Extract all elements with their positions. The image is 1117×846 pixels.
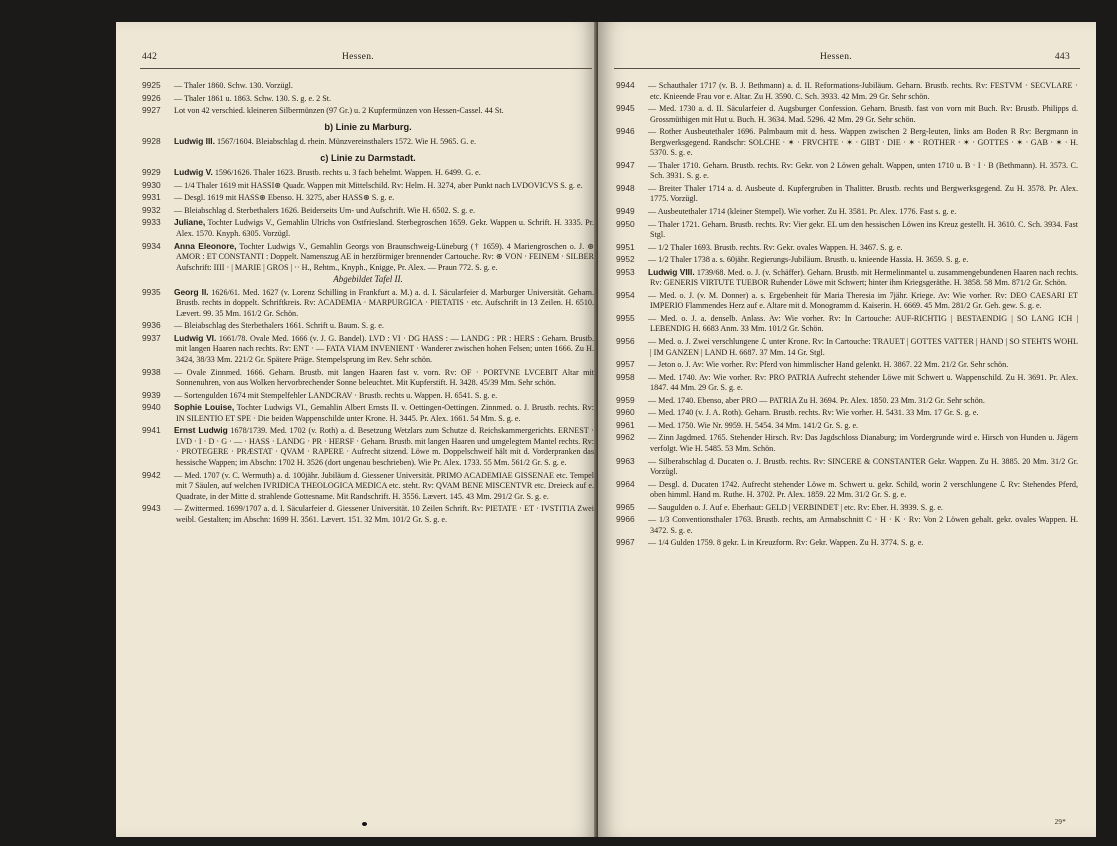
- lot-number: 9937: [142, 332, 161, 343]
- entry-description: — Breiter Thaler 1714 a. d. Ausbeute d. Kupfergruben in Thalitter. Brustb. rechts und Bergwerksgegend. Zu H. 3578. Pr. Alex. 1775. Vorzügl.: [648, 183, 1078, 204]
- catalogue-entry: [142, 167, 594, 179]
- ruler-name: Juliane,: [174, 217, 206, 228]
- ruler-name: Ludwig VI.: [174, 332, 217, 343]
- catalogue-entry: [616, 126, 1078, 159]
- catalogue-entry: [142, 320, 594, 332]
- entry-description: 1678/1739. Med. 1702 (v. Roth) a. d. Besetzung Wetzlars zum Schutze d. Reichskammergerichts. ERNEST · LVD · I · D · G · — · HASS · LANDG · PR · HERSF · Geharn. Brustb. mit langen Haaren und umgelegtem Mantel rechts. Rv: · PROTEGERE · PRÆSTAT · QVAM · RAPERE · Aufrecht sitzend. Löwe m. Doppelschweif hält mit d. Vorderpranken das hessische Wappen; im Abschn: 1702 H. 3526 (dort ungenau beschrieben). Wie Pr. Alex. 1733. 55 Mm. 561/2 Gr. S. g. e.: [176, 426, 594, 467]
- ruler-name: Ludwig V.: [174, 167, 213, 178]
- catalogue-entry: [142, 80, 594, 92]
- catalogue-entry: [616, 420, 1078, 432]
- entry-description: — Ausbeutethaler 1714 (kleiner Stempel). Wie vorher. Zu H. 3581. Pr. Alex. 1776. Fast s. g. e.: [648, 207, 957, 217]
- entry-description: — 1/2 Thaler 1693. Brustb. rechts. Rv: Gekr. ovales Wappen. H. 3467. S. g. e.: [648, 242, 903, 252]
- catalogue-entry: [142, 136, 594, 148]
- catalogue-entry: [142, 241, 594, 274]
- lot-number: 9927: [142, 105, 161, 116]
- right-header-rule: [614, 68, 1080, 69]
- entry-description: — 1/3 Conventionsthaler 1763. Brustb. rechts, am Armabschnitt C · H · K · Rv: Von 2 Löwen gehalt. gekr. ovales Wappen. H. 3472. S. g. e.: [648, 515, 1078, 535]
- entry-description: — Med. 1730 a. d. II. Säcularfeier d. Augsburger Confession. Geharn. Brustb. fast von vorn mit Buch. Rv: Brustb. Philipps d. Grossmüthigen mit Hut u. Buch. H. 3634. Mad. 5296. 42 Mm. 29 Gr. Sehr schön.: [648, 104, 1078, 124]
- entry-description: — Silberabschlag d. Ducaten o. J. Brustb. rechts. Rv: SINCERE & CONSTANTER Gekr. Wappen. Zu H. 3885. 20 Mm. 31/2 Gr. Vorzügl.: [648, 456, 1078, 477]
- lot-number: 9945: [616, 103, 635, 114]
- right-page-number: 443: [1054, 52, 1070, 62]
- entry-description: — Med. 1740. Ebenso, aber PRO — PATRIA Zu H. 3694. Pr. Alex. 1850. 23 Mm. 31/2 Gr. Sehr schön.: [648, 395, 985, 405]
- lot-number: 9950: [616, 218, 635, 229]
- entry-description: — Schauthaler 1717 (v. B. J. Bethmann) a. d. II. Reformations-Jubiläum. Geharn. Brustb. rechts. Rv: FESTVM · SECVLARE · etc. Knieende Frau vor e. Altar. Zu H. 3590. C. Sch. 3933. 42 Mm. 29 Gr. Sehr schön.: [648, 81, 1078, 101]
- catalogue-entry: [142, 470, 594, 503]
- entry-description: — Thaler 1861 u. 1863. Schw. 130. S. g. e. 2 St.: [174, 93, 332, 103]
- catalogue-entry: [142, 425, 594, 468]
- entry-description: — Zinn Jagdmed. 1765. Stehender Hirsch. Rv: Das Jagdschloss Dianaburg; im Vordergrunde wird e. Hirsch von Hunden u. Jägern verfolgt. Wie H. 5485. 53 Mm. Schön.: [648, 433, 1078, 453]
- lot-number: 9938: [142, 366, 161, 377]
- lot-number: 9960: [616, 407, 635, 418]
- lot-number: 9953: [616, 266, 635, 277]
- ruler-name: Sophie Louise,: [174, 402, 235, 413]
- left-page: [116, 22, 598, 837]
- lot-number: 9934: [142, 240, 161, 251]
- right-running-head: Hessen.: [820, 52, 852, 62]
- lot-number: 9959: [616, 394, 635, 405]
- catalogue-entry: [142, 217, 594, 239]
- catalogue-entry: [616, 479, 1078, 501]
- entry-description: — 1/4 Thaler 1619 mit HASSI⊛ Quadr. Wappen mit Mittelschild. Rv: Helm. H. 3274, aber Punkt nach LVDOVICVS S. g. e.: [174, 180, 583, 190]
- catalogue-entry: [616, 514, 1078, 536]
- ruler-name: Ernst Ludwig: [174, 425, 228, 436]
- right-page-body: [616, 80, 1078, 550]
- lot-number: 9935: [142, 286, 161, 297]
- catalogue-entry: [142, 180, 594, 192]
- lot-number: 9952: [616, 254, 635, 265]
- lot-number: 9967: [616, 537, 635, 548]
- entry-description: — Jeton o. J. Av: Wie vorher. Rv: Pferd von himmlischer Hand gelenkt. H. 3867. 22 Mm. 21/2 Gr. Sehr schön.: [648, 360, 1009, 370]
- section-heading: b) Linie zu Marburg.: [324, 121, 412, 132]
- catalogue-entry: [616, 407, 1078, 419]
- catalogue-entry: [616, 254, 1078, 266]
- entry-description: — Desgl. d. Ducaten 1742. Aufrecht stehender Löwe m. Schwert u. gekr. Schild, worin 2 verschlungene ℒ Rv: Stehendes Pferd, oben himml. Hand m. Ruthe. H. 3702. Pr. Alex. 1859. 22 Mm. 31/2 Gr. S. g. e.: [648, 479, 1078, 500]
- lot-number: 9962: [616, 432, 635, 443]
- entry-description: — 1/4 Gulden 1759. 8 gekr. L in Kreuzform. Rv: Gekr. Wappen. Zu H. 3774. S. g. e.: [648, 538, 924, 548]
- catalogue-entry: [616, 395, 1078, 407]
- lot-number: 9951: [616, 241, 635, 252]
- lot-number: 9936: [142, 320, 161, 331]
- book-spread: [18, 10, 1106, 840]
- entry-description: Lot von 42 verschied. kleineren Silbermünzen (97 Gr.) u. 2 Kupfermünzen von Hessen-Cassel. 44 St.: [174, 106, 504, 116]
- lot-number: 9961: [616, 419, 635, 430]
- entry-description: — Med. 1740 (v. J. A. Roth). Geharn. Brustb. rechts. Rv: Wie vorher. H. 5431. 33 Mm. 17 Gr. S. g. e.: [648, 408, 979, 418]
- catalogue-entry: [142, 333, 594, 366]
- catalogue-entry: [616, 219, 1078, 241]
- lot-number: 9933: [142, 217, 161, 228]
- catalogue-entry: [142, 93, 594, 105]
- lot-number: 9958: [616, 371, 635, 382]
- ruler-name: Anna Eleonore,: [174, 240, 237, 251]
- catalogue-entry: [616, 290, 1078, 312]
- catalogue-entry: [142, 503, 594, 525]
- entry-description: 1626/61. Med. 1627 (v. Lorenz Schilling in Frankfurt a. M.) a. d. I. Säcularfeier d. Marburger Universität. Geharn. Brustb. rechts in doppelt. Schriftkreis. Rv: ACADEMIA · MARPURGICA · PIETATIS · etc. Aufschrift in 13 Zeilen. H. 6510. Lævert. 99. 35 Mm. 161/2 Gr. Schön.: [176, 287, 595, 318]
- entry-description: — Zwittermed. 1699/1707 a. d. I. Säcularfeier d. Giessener Universität. 10 Zeilen Schrift. Rv: PIETATE · ET · IVSTITIA Zwei weibl. Gestalten; im Abschn: 1699 H. 3561. Lævert. 151. 32 Mm. 101/2 Gr. S. g. e.: [174, 504, 594, 524]
- plate-caption: Abgebildet Tafel II.: [333, 274, 403, 285]
- entry-description: — Med. o. J. (v. M. Donner) a. s. Ergebenheit für Maria Theresia im 7jähr. Kriege. Av: Wie vorher. Rv: DEO CAESARI ET IMPERIO Flammendes Herz auf e. Altare mit d. Monogramm d. Kaiserin. H. 6669. 45 Mm. 281/2 Gr. Geh. gew. S. g. e.: [648, 290, 1078, 311]
- ink-dot: [362, 822, 367, 826]
- lot-number: 9957: [616, 359, 635, 370]
- lot-number: 9930: [142, 179, 161, 190]
- catalogue-entry: [616, 160, 1078, 182]
- catalogue-entry: [616, 183, 1078, 205]
- entry-description: — Ovale Zinnmed. 1666. Geharn. Brustb. mit langen Haaren fast v. vorn. Rv: OF · PORTVNE LVCEBIT Altar mit Sonnenuhren, von aus Wolken hervorbrechender Sonne beleuchtet. Mit Kupferstift. H. 3428. 45/39 Mm. Sehr schön.: [174, 367, 594, 388]
- lot-number: 9928: [142, 136, 161, 147]
- catalogue-entry: [142, 390, 594, 402]
- lot-number: 9966: [616, 514, 635, 525]
- catalogue-entry: [616, 206, 1078, 218]
- lot-number: 9942: [142, 469, 161, 480]
- lot-number: 9939: [142, 389, 161, 400]
- catalogue-entry: [616, 502, 1078, 514]
- lot-number: 9932: [142, 204, 161, 215]
- catalogue-entry: [616, 537, 1078, 549]
- catalogue-entry: [616, 313, 1078, 335]
- entry-description: 1661/78. Ovale Med. 1666 (v. J. G. Bandel). LVD : VI · DG HASS : — LANDG : PR : HERS : Geharn. Brustb. mit langen Haaren nach rechts. Rv: ENT · — FATA VIAM INVENIENT · Wanderer zwischen hohen Felsen; unten 1666. Zu H. 3424, 38/33 Mm. 221/2 Gr. Spätere Präge. Stempelsprung im Rev. Sehr schön.: [176, 333, 595, 365]
- lot-number: 9941: [142, 425, 161, 436]
- ruler-name: Georg II.: [174, 286, 209, 297]
- catalogue-entry: [142, 105, 594, 117]
- catalogue-entry: [616, 242, 1078, 254]
- entry-description: — Thaler 1710. Geharn. Brustb. rechts. Rv: Gekr. von 2 Löwen gehalt. Wappen, unten 1710 u. B · I · B (Bethmann). H. 3573. C. Sch. 3931. S. g. e.: [648, 160, 1078, 181]
- ruler-name: Ludwig III.: [174, 136, 215, 147]
- catalogue-entry: [616, 372, 1078, 394]
- lot-number: 9944: [616, 80, 635, 90]
- catalogue-entry: [616, 432, 1078, 454]
- signature-mark: 29*: [1054, 818, 1066, 826]
- left-page-body: [142, 80, 594, 526]
- lot-number: 9965: [616, 501, 635, 512]
- entry-description: — Rother Ausbeutethaler 1696. Palmbaum mit d. hess. Wappen zwischen 2 Berg-leuten, links am Boden R Rv: Bergmann in Bergwerksgegend. Randschr: SOLCHE · ✶ · FRVCHTE · ✶ · GIBT · DIE · ✶ · ROTHER · ✶ · GOTTES · ✶ · GAB · ✶ · H. 5370. S. g. e.: [648, 127, 1078, 158]
- catalogue-entry: [616, 103, 1078, 125]
- entry-description: — Saugulden o. J. Auf e. Eberhaut: GELD | VERBINDET | etc. Rv: Eber. H. 3939. S. g. e.: [648, 502, 943, 512]
- lot-number: 9948: [616, 182, 635, 193]
- lot-number: 9963: [616, 455, 635, 466]
- lot-number: 9929: [142, 167, 161, 178]
- section-heading: c) Linie zu Darmstadt.: [320, 152, 416, 163]
- entry-description: Tochter Ludwigs V., Gemahlin Georgs von Braunschweig-Lüneburg († 1659). 4 Mariengroschen o. J. ⊛ AMOR : ET CONSTANTI : Doppelt. Namenszug AE in herzförmiger brennender Cartouche. Rv: ⊛ VON · FEINEM · SILBER Aufschrift: IIII · | MARIE | GROS | ·· H., Rehtm., Knyph., Knigge, Pr. Alex. — Praun 772. S. g. e.: [176, 241, 594, 272]
- catalogue-entry: [616, 267, 1078, 289]
- entry-description: — 1/2 Thaler 1738 a. s. 60jähr. Regierungs-Jubiläum. Brustb. u. knieende Hassia. H. 3659. S. g. e.: [648, 255, 969, 265]
- lot-number: 9949: [616, 206, 635, 217]
- catalogue-entry: [142, 402, 594, 424]
- lot-number: 9946: [616, 126, 635, 137]
- lot-number: 9943: [142, 503, 161, 514]
- lot-number: 9955: [616, 312, 635, 323]
- lot-number: 9954: [616, 289, 635, 300]
- right-page: [598, 22, 1096, 837]
- catalogue-entry: [142, 287, 594, 320]
- left-running-head: Hessen.: [342, 52, 374, 62]
- lot-number: 9956: [616, 336, 635, 347]
- entry-description: Tochter Ludwigs VI., Gemahlin Albert Ernsts II. v. Oettingen-Oettingen. Zinnmed. o. J. Brustb. rechts. Rv: IN SILENTIO ET SPE · Die beiden Wappenschilde unter Krone. H. 3445. Pr. Alex. 1661. 54 Mm. S. g. e.: [176, 403, 594, 423]
- lot-number: 9947: [616, 159, 635, 170]
- entry-description: Tochter Ludwigs V., Gemahlin Ulrichs von Ostfriesland. Sterbegroschen 1659. Gekr. Wappen u. Schrift. H. 3335. Pr. Alex. 1570. Knyph. 6305. Vorzügl.: [176, 218, 594, 239]
- entry-description: — Med. o. J. Zwei verschlungene ℒ unter Krone. Rv: In Cartouche: TRAUET | GOTTES VATTER | HAND | SO STEHTS WOHL | IM GANZEN | LAND H. 6687. 37 Mm. 14 Gr. Stgl.: [648, 337, 1078, 357]
- entry-description: — Med. o. J. a. denselb. Anlass. Av: Wie vorher. Rv: In Cartouche: AUF-RICHTIG | BESTAENDIG | SO LANG ICH | LEBENDIG H. 6683 Anm. 33 Mm. 101/2 Gr. Schön.: [648, 313, 1078, 334]
- entry-description: — Thaler 1721. Geharn. Brustb. rechts. Rv: Vier gekr. EL um den hessischen Löwen ins Kreuz gestellt. H. 3610. C. Sch. 3934. Fast Stgl.: [648, 219, 1078, 240]
- entry-description: 1596/1626. Thaler 1623. Brustb. rechts u. 3 fach behelmt. Wappen. H. 6499. G. e.: [214, 168, 481, 178]
- catalogue-entry: [616, 456, 1078, 478]
- catalogue-entry: [616, 80, 1078, 102]
- lot-number: 9940: [142, 402, 161, 413]
- entry-description: 1567/1604. Bleiabschlag d. rhein. Münzvereinsthalers 1572. Wie H. 5965. G. e.: [216, 137, 477, 147]
- entry-description: 1739/68. Med. o. J. (v. Schäffer). Geharn. Brustb. mit Hermelinmantel u. zusammengebundenen Haaren nach rechts. Rv: GENERIS VIRTUTE TUEBOR Ruhender Löwe mit Schwert; hinter ihm Kriegsgeräthe. H. 3858. 58 Mm. 871/2 Gr. Schön.: [650, 267, 1079, 288]
- left-header-rule: [140, 68, 592, 69]
- catalogue-entry: [616, 359, 1078, 371]
- entry-description: — Sortengulden 1674 mit Stempelfehler LANDCRAV · Brustb. rechts u. Wappen. H. 6541. S. g. e.: [174, 390, 498, 400]
- entry-description: — Med. 1740. Av: Wie vorher. Rv: PRO PATRIA Aufrecht stehender Löwe mit Schwert u. Wappenschild. Zu H. 3691. Pr. Alex. 1847. 44 Mm. 29 Gr. S. g. e.: [648, 372, 1078, 393]
- entry-description: — Bleiabschlag des Sterbethalers 1661. Schrift u. Baum. S. g. e.: [174, 321, 384, 331]
- entry-description: — Thaler 1860. Schw. 130. Vorzügl.: [174, 81, 293, 90]
- catalogue-entry: [142, 367, 594, 389]
- lot-number: 9964: [616, 478, 635, 489]
- entry-description: — Med. 1750. Wie Nr. 9959. H. 5454. 34 Mm. 141/2 Gr. S. g. e.: [648, 420, 859, 430]
- catalogue-entry: [142, 192, 594, 204]
- left-page-number: 442: [142, 52, 158, 62]
- lot-number: 9926: [142, 92, 161, 103]
- lot-number: 9925: [142, 80, 161, 90]
- lot-number: 9931: [142, 192, 161, 203]
- catalogue-entry: [142, 205, 594, 217]
- entry-description: — Bleiabschlag d. Sterbethalers 1626. Beiderseits Um- und Aufschrift. Wie H. 6502. S. g. e.: [174, 205, 475, 215]
- catalogue-entry: [616, 336, 1078, 358]
- entry-description: — Desgl. 1619 mit HASS⊛ Ebenso. H. 3275, aber HASS⊛ S. g. e.: [174, 193, 395, 203]
- ruler-name: Ludwig VIII.: [648, 266, 695, 277]
- entry-description: — Med. 1707 (v. C. Wermuth) a. d. 100jähr. Jubiläum d. Giessener Universität. PRIMO ACADEMIAE GISSENAE etc. Tempel mit 7 Säulen, auf welchen IVRIDICA THEOLOGICA MEDICA etc. steht. Rv: QVAM BENE MISCENTVR etc. Dreieck auf e. Quadrate, in der Mitte d. strahlende Gottesname. Mit Randschrift. H. 3556. Lævert. 145. 43 Mm. 291/2 Gr. S. g. e.: [174, 470, 594, 501]
